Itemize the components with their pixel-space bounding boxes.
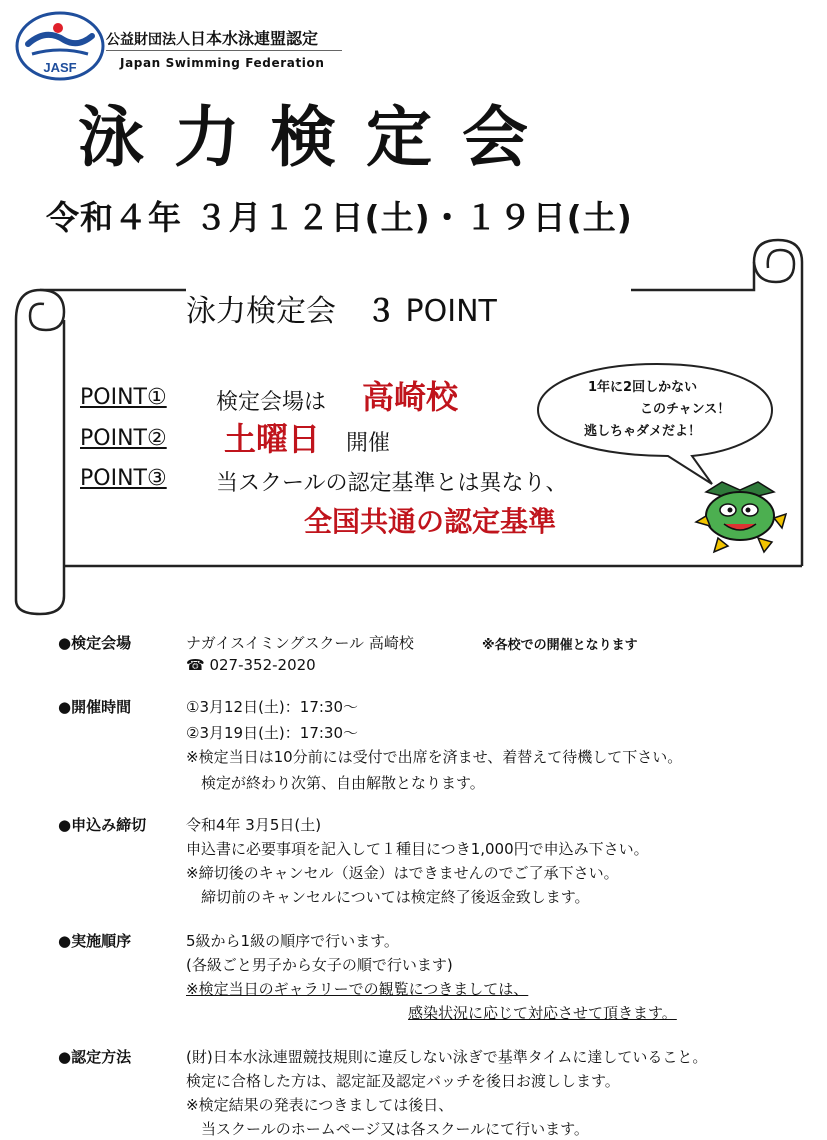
bubble-line-3: 逃しちゃダメだよ！ bbox=[584, 424, 702, 439]
point-1-text: 検定会場は bbox=[216, 390, 327, 415]
deadline-line-4: 締切前のキャンセルについては検定終了後返金致します。 bbox=[186, 888, 590, 906]
time-line-2: ②3月19日(土)：17:30～ bbox=[186, 724, 359, 742]
venue-note: ※各校での開催となります bbox=[482, 638, 638, 653]
deadline-line-3: ※締切後のキャンセル（返金）はできませんのでご了承下さい。 bbox=[186, 864, 619, 882]
org-prefix: 公益財団法人 bbox=[106, 32, 190, 48]
deadline-date: 令和4年 3月5日(土) bbox=[186, 816, 322, 834]
time-label: ●開催時間 bbox=[58, 698, 132, 716]
deadline-line-2: 申込書に必要事項を記入して１種目につき1,000円で申込み下さい。 bbox=[186, 840, 649, 858]
logo-text: JASF bbox=[43, 60, 77, 75]
bubble-line-2: このチャンス！ bbox=[640, 402, 731, 417]
scroll-title-number: ３ bbox=[366, 294, 396, 329]
venue-phone bbox=[186, 656, 316, 674]
scroll-title bbox=[186, 286, 497, 330]
time-line-1: ①3月12日(土)：17:30～ bbox=[186, 698, 359, 716]
method-line-1: (財)日本水泳連盟競技規則に違反しない泳ぎで基準タイムに達していること。 bbox=[186, 1048, 708, 1066]
method-line-2: 検定に合格した方は、認定証及認定バッチを後日お渡しします。 bbox=[186, 1072, 620, 1090]
time-note-2: 検定が終わり次第、自由解散となります。 bbox=[186, 774, 485, 792]
org-name bbox=[106, 26, 318, 49]
mascot-illustration bbox=[688, 476, 792, 556]
event-date: 令和４年 ３月１２日(土)・１９日(土) bbox=[46, 198, 633, 237]
order-line-2: (各級ごと男子から女子の順で行います) bbox=[186, 956, 453, 974]
order-line-1: 5級から1級の順序で行います。 bbox=[186, 932, 399, 950]
method-label: ●認定方法 bbox=[58, 1048, 132, 1066]
jasf-logo bbox=[14, 10, 106, 82]
point-2-highlight: 土曜日 bbox=[224, 420, 321, 458]
point-1-highlight: 高崎校 bbox=[362, 378, 459, 416]
point-3-label: POINT③ bbox=[80, 466, 167, 491]
org-english: Japan Swimming Federation bbox=[120, 56, 325, 70]
point-3-highlight: 全国共通の認定基準 bbox=[304, 505, 557, 538]
scroll-title-suffix: POINT bbox=[405, 294, 497, 329]
bubble-line-1: 1年に2回しかない bbox=[588, 380, 698, 395]
time-note-1: ※検定当日は10分前には受付で出席を済ませ、着替えて待機して下さい。 bbox=[186, 748, 683, 766]
page-title: 泳力検定会 bbox=[78, 99, 558, 176]
method-line-3: ※検定結果の発表につきましては後日、 bbox=[186, 1096, 454, 1114]
deadline-label: ●申込み締切 bbox=[58, 816, 147, 834]
order-label: ●実施順序 bbox=[58, 932, 132, 950]
order-line-3: ※検定当日のギャラリーでの観覧につきましては、 bbox=[186, 980, 529, 998]
point-2-text: 開催 bbox=[346, 431, 391, 456]
scroll-title-text: 泳力検定会 bbox=[186, 294, 336, 329]
order-line-4: 感染状況に応じて対応させて頂きます。 bbox=[408, 1004, 677, 1022]
point-2-label: POINT② bbox=[80, 426, 167, 451]
org-divider bbox=[106, 50, 342, 51]
method-line-4: 当スクールのホームページ又は各スクールにて行います。 bbox=[186, 1120, 589, 1138]
point-3-text: 当スクールの認定基準とは異なり、 bbox=[216, 471, 568, 496]
phone-number: 027-352-2020 bbox=[209, 656, 316, 674]
org-name-main: 日本水泳連盟認定 bbox=[190, 29, 319, 48]
point-1-label: POINT① bbox=[80, 385, 167, 410]
venue-name: ナガイスイミングスクール 高崎校 bbox=[186, 634, 414, 652]
phone-icon: ☎ bbox=[186, 656, 205, 674]
venue-label: ●検定会場 bbox=[58, 634, 132, 652]
